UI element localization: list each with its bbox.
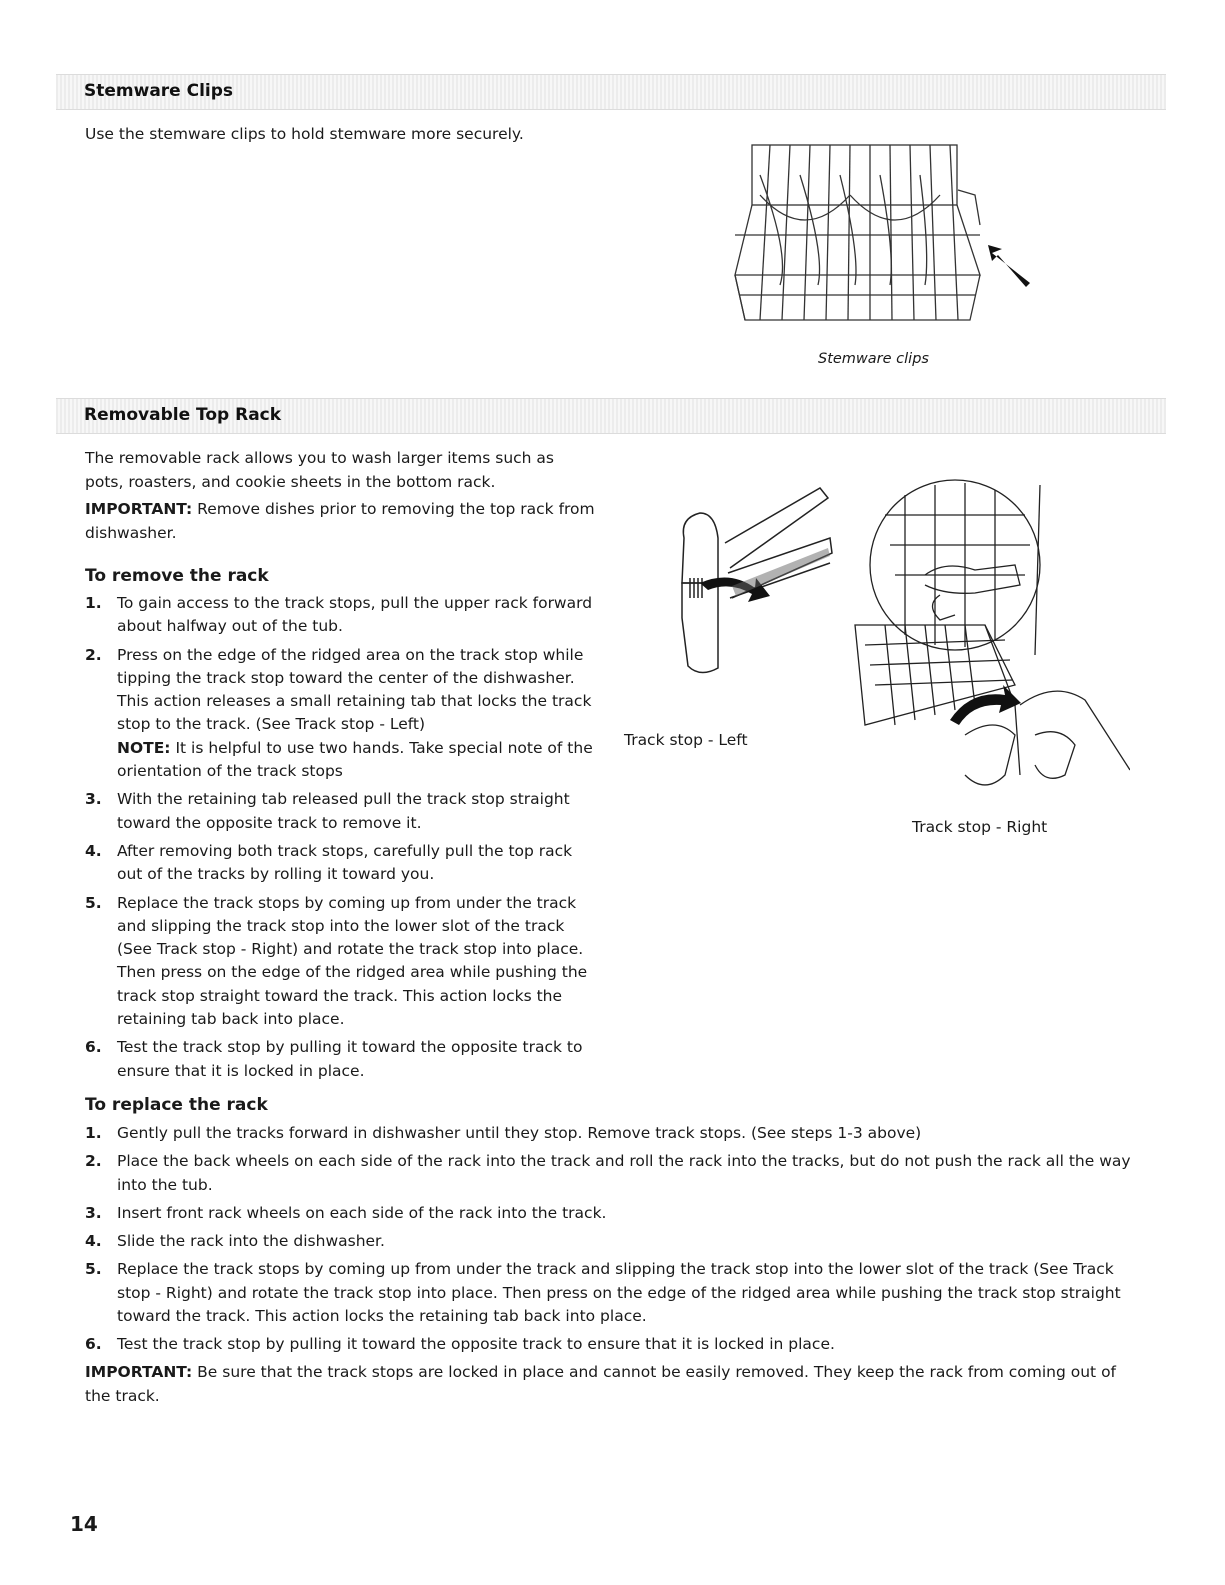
list-item: 3. With the retaining tab released pull the track stop straight toward the opposite track to remove it. bbox=[85, 790, 570, 832]
track-stop-left-illustration bbox=[670, 478, 835, 678]
list-item: 1. Gently pull the tracks forward in dishwasher until they stop. Remove track stops. (See steps 1-3 above) bbox=[85, 1124, 922, 1142]
list-item: 2. Place the back wheels on each side of the rack into the track and roll the rack into the tracks, but do not push the rack all the way into the tub. bbox=[85, 1152, 1131, 1194]
list-item: 1. To gain access to the track stops, pull the upper rack forward about halfway out of the tub. bbox=[85, 594, 593, 636]
list-item: 4. Slide the rack into the dishwasher. bbox=[85, 1232, 385, 1251]
replace-steps-list bbox=[85, 1122, 1145, 1362]
list-item: 5. Replace the track stops by coming up from under the track and slipping the track stop into the lower slot of the track (See Track stop - Right) and rotate the track stop into place. Then press on the edge of the ridged area while pushing the track stop straight toward the track. This action locks the retaining tab back into place. bbox=[85, 893, 588, 1029]
list-item: 6. Test the track stop by pulling it toward the opposite track to ensure that it is locked in place. bbox=[85, 1335, 835, 1354]
page-number: 14 bbox=[70, 1512, 98, 1536]
top-rack-intro: The removable rack allows you to wash larger items such as pots, roasters, and cookie sheets in the bottom rack. bbox=[85, 449, 554, 491]
remove-rack-heading: To remove the rack bbox=[85, 566, 269, 586]
section-band-stemware bbox=[56, 74, 1166, 110]
stemware-intro: Use the stemware clips to hold stemware more securely. bbox=[85, 125, 524, 143]
section-title-stemware: Stemware Clips bbox=[84, 81, 234, 101]
section-title-top-rack: Removable Top Rack bbox=[84, 405, 282, 425]
list-item: 6. Test the track stop by pulling it toward the opposite track to ensure that it is locked in place. bbox=[85, 1038, 583, 1080]
final-important-text: Be sure that the track stops are locked in place and cannot be easily removed. They keep the rack from coming out of the track. bbox=[85, 1363, 1117, 1405]
list-item: 4. After removing both track stops, carefully pull the top rack out of the tracks by rolling it toward you. bbox=[85, 841, 573, 884]
important-label: IMPORTANT: bbox=[85, 500, 193, 518]
track-stop-right-caption: Track stop - Right bbox=[912, 818, 1048, 836]
stemware-rack-illustration bbox=[730, 135, 1040, 335]
remove-steps-list bbox=[85, 592, 595, 1088]
final-important-note bbox=[85, 1361, 1145, 1408]
list-item: 5. Replace the track stops by coming up from under the track and slipping the track stop into the lower slot of the track (See Track stop - Right) and rotate the track stop into place. Then press on the edge of the ridged area while pushing the track stop straight toward the track. This action locks the retaining tab back into place. bbox=[85, 1260, 1121, 1326]
replace-rack-heading: To replace the rack bbox=[85, 1095, 268, 1115]
track-stop-right-illustration bbox=[845, 475, 1130, 795]
final-important-label: IMPORTANT: bbox=[85, 1363, 193, 1381]
section-band-top-rack bbox=[56, 398, 1166, 434]
important-text: Remove dishes prior to removing the top rack from dishwasher. bbox=[85, 500, 595, 542]
list-item: 2. Press on the edge of the ridged area on the track stop while tipping the track stop toward the center of the dishwasher. This action releases a small retaining tab that locks the track stop to the track. (See Track stop - Left) NOTE: It is helpful to use two hands. Take special note of the orientation of the track stops bbox=[85, 645, 593, 781]
note-label: NOTE: bbox=[117, 738, 171, 757]
stemware-caption: Stemware clips bbox=[818, 351, 929, 367]
list-item: 3. Insert front rack wheels on each side of the rack into the track. bbox=[85, 1203, 607, 1222]
top-rack-important bbox=[85, 498, 595, 545]
track-stop-left-caption: Track stop - Left bbox=[624, 731, 748, 749]
note-text: It is helpful to use two hands. Take special note of the orientation of the track stops bbox=[117, 738, 593, 781]
